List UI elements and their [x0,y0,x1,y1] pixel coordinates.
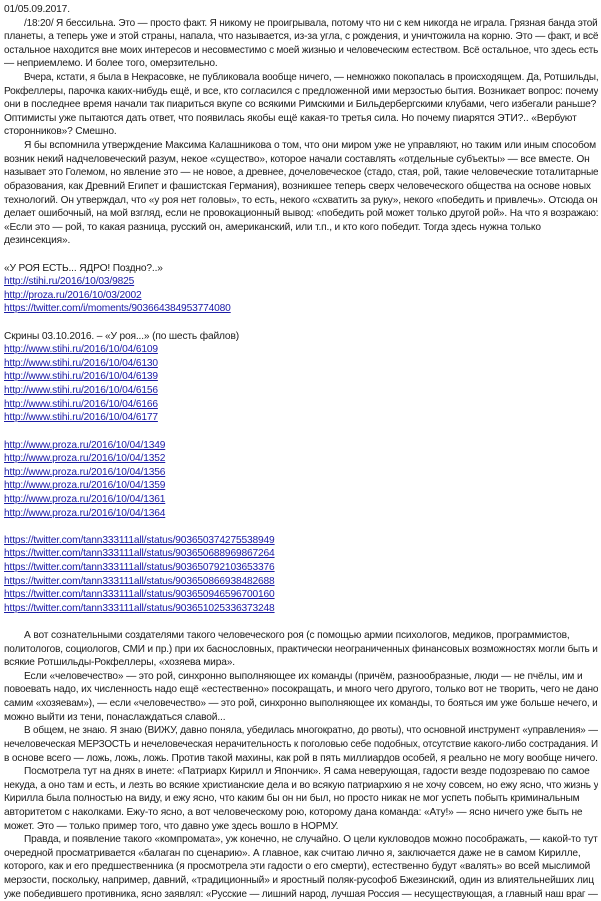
link-proza[interactable]: http://www.proza.ru/2016/10/04/1361 [4,493,166,505]
link-twitter-status[interactable]: https://twitter.com/tann333111all/status/903650688969867264 [4,548,275,560]
paragraph-4 [4,629,598,670]
link-proza[interactable]: http://proza.ru/2016/10/03/2002 [4,289,142,301]
paragraph-6 [4,724,598,765]
text-line: Вчера, кстати, я была в Некрасовке, не публиковала вообще ничего, — немножко покопалась в происходящем. Да, Ротшильды, [24,72,598,84]
text-line: в основе всего — ложь, ложь, ложь. Против такой махины, как рой в пять миллиардов особей, я реально не могу вообще ничего. [4,752,598,764]
link-stihi[interactable]: http://stihi.ru/2016/10/03/9825 [4,276,135,288]
text-line: образования, как Древний Египет и фашистская Германия), возникшее теперь сверх человеческого общества на основе новых [4,180,591,192]
link-proza[interactable]: http://www.proza.ru/2016/10/04/1352 [4,453,166,465]
blank-line [4,248,598,262]
section-1-title: «У РОЯ ЕСТЬ... ЯДРО! Поздно?..» [4,262,163,274]
section-2 [4,330,598,616]
text-line: Если «человечество» — это рой, синхронно выполняющее их команды (причём, разнообразные, люди — не пчёлы, им и [24,670,583,682]
blank-line [4,425,598,439]
text-line: может. Это — только пример того, что давно уже здесь вошло в НОРМУ. [4,820,339,832]
link-twitter-status[interactable]: https://twitter.com/tann333111all/status/903650866938482688 [4,575,275,587]
text-line: мерзости, поскольку, например, давний, «традиционный» и яростный поляк-русофоб Бжезинский, один из влиятельнейших лиц [4,875,594,886]
section-2-title: Скрины 03.10.2016. – «У роя...» (по шесть файлов) [4,330,239,342]
paragraph-8 [4,833,598,901]
blank-line [4,615,598,629]
text-line: А вот сознательными создателями такого человеческого роя (с помощью армии психологов, медиков, программистов, [24,630,570,642]
link-stihi[interactable]: http://www.stihi.ru/2016/10/04/6166 [4,398,158,410]
text-line: некуда, а оно там и есть, и лезть во всякие христианские дела и во всякую патриархию я не хочу совсем, но ежу ясно, что жизнь у [4,779,598,791]
link-proza[interactable]: http://www.proza.ru/2016/10/04/1356 [4,466,166,478]
text-line: авторитетом с наколками. Ежу-то ясно, а вот человеческому рою, которому дана команда: «Ату!» — ясно ничего уже быть не [4,806,583,818]
link-proza[interactable]: http://www.proza.ru/2016/10/04/1359 [4,480,166,492]
text-line: «Если это — рой, то какая разница, русский он, американский, или т.п., и кто кого победит. Тогда здесь нужна только [4,221,541,233]
link-stihi[interactable]: http://www.stihi.ru/2016/10/04/6109 [4,344,158,356]
text-line: — неприемлемо. И более того, омерзительно. [4,58,218,70]
text-line: Рокфеллеры, парочка каких-нибудь ещё, и все, кто согласился с предложенной ими мерзостью бытия. Возникает вопрос: почему [4,85,598,97]
text-line: нечеловеческая МЕРЗОСТЬ и нечеловеческая нерачительность к поголовью себе подобных, отсутствие какого-либо сострадания. И [4,738,598,750]
text-line: делает ошибочный, на мой взгляд, если не провокационный вывод: «победить рой может только другой рой». На что я возражаю: [4,208,598,220]
paragraph-3 [4,139,598,248]
link-stihi[interactable]: http://www.stihi.ru/2016/10/04/6156 [4,385,158,397]
link-twitter-status[interactable]: https://twitter.com/tann333111all/status/903650946596700160 [4,589,275,601]
text-line: дезинсекция». [4,235,71,247]
link-stihi[interactable]: http://www.stihi.ru/2016/10/04/6139 [4,371,158,383]
text-line: Правда, и появление такого «компромата», уж конечно, не случайно. О цели кукловодов можно посображать, — какой-то тут [24,834,598,846]
text-line: Кирилла была полностью на виду, и ежу ясно, что каким бы он ни был, но просто никак не мог успеть побыть криминальным [4,793,580,805]
link-twitter-status[interactable]: https://twitter.com/tann333111all/status/903651025336373248 [4,602,275,614]
text-line: можно выйти из тени, понаслаждаться славой... [4,711,226,723]
text-line: самим «хозяевам»), — если «человечество» — это рой, синхронно выполняющее их команды, то бояться им уже больше нечего, и [4,698,598,710]
text-line: называет это Големом, но явление это — не новое, а древнее, дочеловеческое (стадо, стая, рой, такие человеческие тоталитарные [4,167,598,179]
text-line: Оптимисты уже пытаются дать ответ, что появилась якобы ещё какая-то третья сила. Но почему пиарятся ЭТИ?.. «Вербуют [4,112,577,124]
paragraph-1 [4,17,598,71]
text-line: политологов, социологов, СМИ и пр.) при их баснословных, практически неограниченных финансовых возможностях могли быть и [4,643,598,655]
text-line: /18:20/ Я бессильна. Это — просто факт. Я никому не проигрывала, потому что ни с кем никогда не играла. Грязная банда этой [24,17,598,29]
link-twitter-status[interactable]: https://twitter.com/tann333111all/status/903650792103653376 [4,561,275,573]
text-line: повоевать надо, их численность надо ещё «естественно» посокращать, и много чего другого, только вот не творить, чего не дано [4,684,598,696]
paragraph-2 [4,71,598,139]
text-line: В общем, не знаю. Я знаю (ВИЖУ, давно поняла, убедилась многократно, до рвоты), что основной инструмент «управления» — [24,725,598,737]
text-line: остальное находится вне моих интересов и несовместимо с моей жизнью и человеческим естеством. Всё остальное, что здесь есть [4,44,598,56]
paragraph-7 [4,765,598,833]
link-twitter-moments[interactable]: https://twitter.com/i/moments/903664384953774080 [4,303,231,315]
date-line: 01/05.09.2017. [4,4,70,15]
blank-line [4,316,598,330]
section-1 [4,262,598,316]
text-line: сторонников»? Смешно. [4,126,117,138]
text-line: Я бы вспомнила утверждение Максима Калашникова о том, что они миром уже не управляют, но таким или иным способом [24,140,597,152]
text-line: технологий. Он утверждал, что «у роя нет головы», то есть, некого «схватить за руку», некого «победить и привлечь». Отсюда он [4,194,598,206]
text-line: возник некий надчеловеческий разум, некое «существо», которое начали составлять «отдельные субъекты» — все вместе. Он [4,153,590,165]
text-line: которого, как и его предшественника (я просмотрела эти гадости о его смерти), естественно будут «валять» во всей мыслимой [4,861,591,873]
text-line: планеты, а теперь уже и этой страны, напала, что называется, из-за угла, с рождения, и уничтожила на корню. Это — факт, и всё [4,31,598,43]
document-page [4,3,598,901]
link-proza[interactable]: http://www.proza.ru/2016/10/04/1349 [4,439,166,451]
link-stihi[interactable]: http://www.stihi.ru/2016/10/04/6177 [4,412,158,424]
text-line: очередной просматривается «балаган по сценарию». А главное, как считаю лично я, заключается даже не в самом Кирилле, [4,847,581,859]
text-line: они в последнее время начали так пиариться вкупе со всякими Римскими и Бильдербергскими клубами, чего избегали раньше? [4,99,597,111]
blank-line [4,520,598,534]
text-line: всякие Ротшильды-Рокфеллеры, «хозяева мира». [4,657,235,669]
link-twitter-status[interactable]: https://twitter.com/tann333111all/status/903650374275538949 [4,534,275,546]
paragraph-5 [4,670,598,724]
text-line: Посмотрела тут на днях в инете: «Патриарх Кирилл и Япончик». Я сама неверующая, гадости везде подозреваю по самое [24,766,590,778]
link-proza[interactable]: http://www.proza.ru/2016/10/04/1364 [4,507,166,519]
text-line: уже победившего противника, ясно заявлял: «Русские — лишний народ, лучшая Россия — несуществующая, а главный наш враг — [4,888,598,900]
link-stihi[interactable]: http://www.stihi.ru/2016/10/04/6130 [4,357,158,369]
